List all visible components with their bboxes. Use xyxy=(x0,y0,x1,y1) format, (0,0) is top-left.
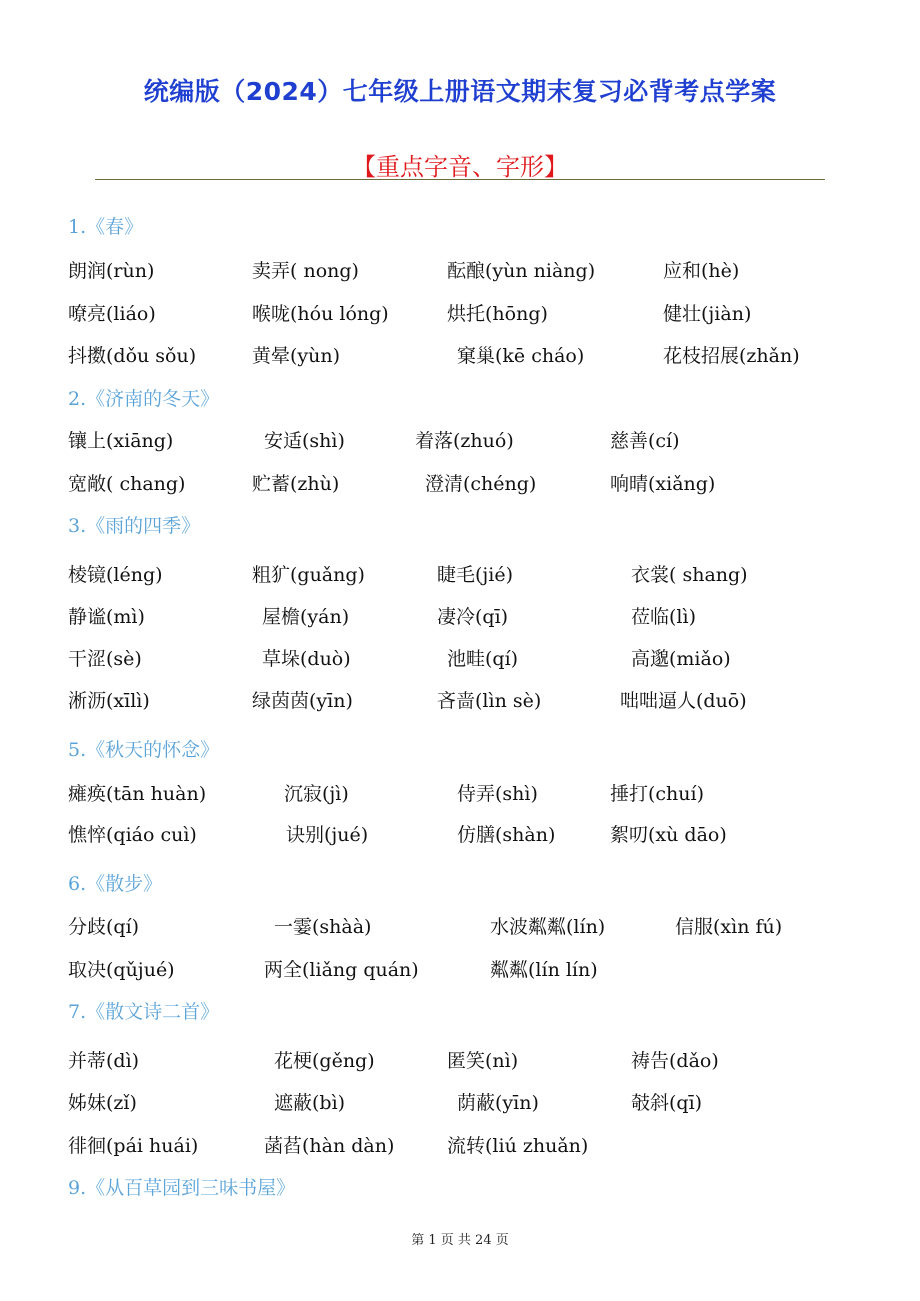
section-subtitle: 【重点字音、字形】 xyxy=(352,153,568,181)
word-with-pinyin: 吝啬(lìn sè) xyxy=(437,690,542,712)
lesson-heading: 2.《济南的冬天》 xyxy=(68,388,220,410)
word-with-pinyin: 取决(qǔjué) xyxy=(68,959,175,981)
word-with-pinyin: 遮蔽(bì) xyxy=(274,1092,346,1114)
word-with-pinyin: 花枝招展(zhǎn) xyxy=(663,345,800,367)
word-with-pinyin: 宽敞( chang) xyxy=(68,473,186,495)
word-with-pinyin: 菡萏(hàn dàn) xyxy=(264,1135,395,1157)
word-row xyxy=(0,1088,920,1118)
word-with-pinyin: 莅临(lì) xyxy=(631,606,696,628)
word-with-pinyin: 响晴(xiǎng) xyxy=(610,473,716,495)
word-row xyxy=(0,299,920,329)
word-with-pinyin: 抖擞(dǒu sǒu) xyxy=(68,345,197,367)
word-row xyxy=(0,1131,920,1161)
word-with-pinyin: 仿膳(shàn) xyxy=(457,824,556,846)
word-with-pinyin: 花梗(gěng) xyxy=(274,1050,375,1072)
word-with-pinyin: 澄清(chéng) xyxy=(425,473,537,495)
word-with-pinyin: 攲斜(qī) xyxy=(631,1092,703,1114)
word-with-pinyin: 徘徊(pái huái) xyxy=(68,1135,199,1157)
word-with-pinyin: 窠巢(kē cháo) xyxy=(457,345,585,367)
word-row xyxy=(0,602,920,632)
lesson-heading: 7.《散文诗二首》 xyxy=(68,1001,220,1023)
word-with-pinyin: 烘托(hōng) xyxy=(447,303,548,325)
word-with-pinyin: 信服(xìn fú) xyxy=(675,916,783,938)
word-with-pinyin: 干涩(sè) xyxy=(68,648,142,670)
word-with-pinyin: 粼粼(lín lín) xyxy=(490,959,598,981)
word-with-pinyin: 慈善(cí) xyxy=(610,430,680,452)
word-with-pinyin: 捶打(chuí) xyxy=(610,783,705,805)
lesson-heading: 1.《春》 xyxy=(68,216,144,238)
word-with-pinyin: 匿笑(nì) xyxy=(447,1050,519,1072)
word-with-pinyin: 水波粼粼(lín) xyxy=(490,916,606,938)
word-with-pinyin: 睫毛(jié) xyxy=(437,564,514,586)
word-with-pinyin: 屋檐(yán) xyxy=(262,606,350,628)
word-with-pinyin: 着落(zhuó) xyxy=(415,430,514,452)
word-with-pinyin: 流转(liú zhuǎn) xyxy=(447,1135,589,1157)
word-row xyxy=(0,912,920,942)
word-with-pinyin: 一霎(shàà) xyxy=(274,916,372,938)
lesson-heading: 9.《从百草园到三味书屋》 xyxy=(68,1177,296,1199)
word-with-pinyin: 卖弄( nong) xyxy=(252,260,359,282)
word-with-pinyin: 诀别(jué) xyxy=(286,824,369,846)
word-with-pinyin: 憔悴(qiáo cuì) xyxy=(68,824,197,846)
word-with-pinyin: 沉寂(jì) xyxy=(284,783,349,805)
word-with-pinyin: 草垛(duò) xyxy=(262,648,351,670)
word-row xyxy=(0,426,920,456)
word-with-pinyin: 黄晕(yùn) xyxy=(252,345,341,367)
word-row xyxy=(0,779,920,809)
word-row xyxy=(0,560,920,590)
word-row xyxy=(0,256,920,286)
word-with-pinyin: 淅沥(xīlì) xyxy=(68,690,150,712)
word-with-pinyin: 祷告(dǎo) xyxy=(631,1050,719,1072)
lesson-heading: 6.《散步》 xyxy=(68,873,163,895)
word-with-pinyin: 酝酿(yùn niàng) xyxy=(447,260,596,282)
word-with-pinyin: 荫蔽(yīn) xyxy=(457,1092,539,1114)
word-with-pinyin: 镶上(xiāng) xyxy=(68,430,174,452)
word-with-pinyin: 朗润(rùn) xyxy=(68,260,155,282)
word-row xyxy=(0,955,920,985)
word-with-pinyin: 静谧(mì) xyxy=(68,606,145,628)
word-with-pinyin: 喉咙(hóu lóng) xyxy=(252,303,389,325)
word-with-pinyin: 嘹亮(liáo) xyxy=(68,303,156,325)
word-row xyxy=(0,820,920,850)
word-with-pinyin: 姊妹(zǐ) xyxy=(68,1092,137,1114)
word-with-pinyin: 并蒂(dì) xyxy=(68,1050,140,1072)
page-footer: 第 1 页 共 24 页 xyxy=(411,1233,509,1248)
word-row xyxy=(0,469,920,499)
word-with-pinyin: 应和(hè) xyxy=(663,260,740,282)
word-with-pinyin: 侍弄(shì) xyxy=(457,783,538,805)
word-with-pinyin: 绿茵茵(yīn) xyxy=(252,690,353,712)
word-with-pinyin: 两全(liǎng quán) xyxy=(264,959,419,981)
word-with-pinyin: 健壮(jiàn) xyxy=(663,303,752,325)
word-with-pinyin: 棱镜(léng) xyxy=(68,564,163,586)
word-row xyxy=(0,644,920,674)
word-row xyxy=(0,341,920,371)
lesson-heading: 3.《雨的四季》 xyxy=(68,515,201,537)
word-with-pinyin: 池畦(qí) xyxy=(447,648,519,670)
lesson-heading: 5.《秋天的怀念》 xyxy=(68,739,220,761)
word-row xyxy=(0,686,920,716)
document-title: 统编版（2024）七年级上册语文期末复习必背考点学案 xyxy=(143,77,777,106)
word-with-pinyin: 粗犷(guǎng) xyxy=(252,564,365,586)
word-with-pinyin: 安适(shì) xyxy=(264,430,345,452)
word-with-pinyin: 凄冷(qī) xyxy=(437,606,509,628)
word-with-pinyin: 瘫痪(tān huàn) xyxy=(68,783,207,805)
word-with-pinyin: 分歧(qí) xyxy=(68,916,140,938)
title-underline xyxy=(95,179,825,180)
word-with-pinyin: 衣裳( shang) xyxy=(631,564,748,586)
word-with-pinyin: 絮叨(xù dāo) xyxy=(610,824,727,846)
word-with-pinyin: 咄咄逼人(duō) xyxy=(620,690,747,712)
word-with-pinyin: 高邈(miǎo) xyxy=(631,648,731,670)
word-with-pinyin: 贮蓄(zhù) xyxy=(252,473,340,495)
word-row xyxy=(0,1046,920,1076)
